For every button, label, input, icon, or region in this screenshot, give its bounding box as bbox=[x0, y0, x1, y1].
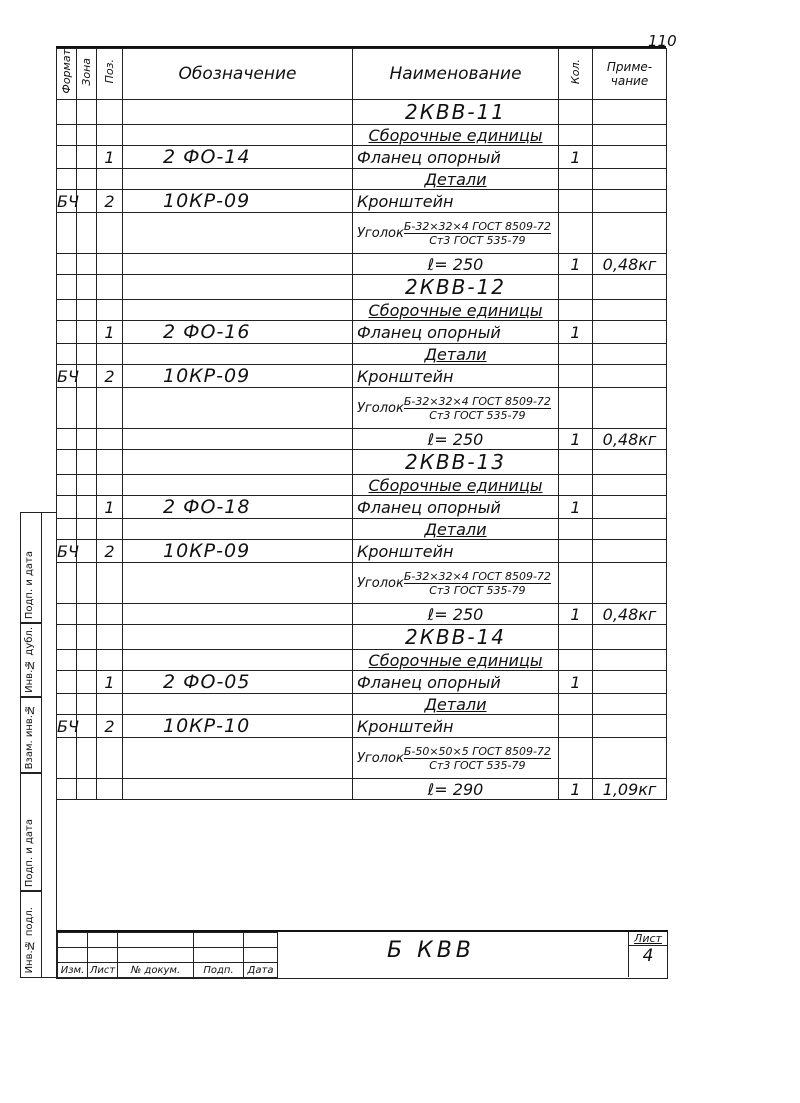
designation-cell bbox=[123, 604, 353, 625]
quantity-cell bbox=[559, 169, 593, 190]
quantity-cell bbox=[559, 540, 593, 563]
item-name: Кронштейн bbox=[353, 540, 559, 563]
designation-cell bbox=[123, 275, 353, 300]
material-grade: Ст3 ГОСТ 535-79 bbox=[429, 233, 526, 247]
format-cell bbox=[57, 300, 77, 321]
designation-cell bbox=[123, 779, 353, 800]
item-position: 2 bbox=[97, 540, 123, 563]
quantity-cell bbox=[559, 715, 593, 738]
tb-change: Изм. bbox=[58, 963, 88, 978]
position-cell bbox=[97, 694, 123, 715]
header-format: Формат bbox=[57, 49, 77, 100]
quantity-cell bbox=[559, 625, 593, 650]
mass-note: 0,48кг bbox=[593, 429, 667, 450]
material-row bbox=[57, 738, 667, 779]
position-cell bbox=[97, 450, 123, 475]
note-cell bbox=[593, 540, 667, 563]
designation-cell bbox=[123, 625, 353, 650]
format-cell bbox=[57, 275, 77, 300]
quantity-cell bbox=[559, 738, 593, 779]
zone-cell bbox=[77, 321, 97, 344]
length-quantity: 1 bbox=[559, 429, 593, 450]
header-name: Наименование bbox=[353, 49, 559, 100]
position-cell bbox=[97, 300, 123, 321]
designation-cell bbox=[123, 125, 353, 146]
header-note: Приме-чание bbox=[593, 49, 667, 100]
note-cell bbox=[593, 365, 667, 388]
tb-date: Дата bbox=[244, 963, 278, 978]
note-cell bbox=[593, 213, 667, 254]
position-cell bbox=[97, 429, 123, 450]
section-row bbox=[57, 169, 667, 190]
item-name: Фланец опорный bbox=[353, 496, 559, 519]
material-grade: Ст3 ГОСТ 535-79 bbox=[429, 408, 526, 422]
format-cell bbox=[57, 519, 77, 540]
item-name: Фланец опорный bbox=[353, 146, 559, 169]
designation-cell bbox=[123, 650, 353, 671]
quantity-cell bbox=[559, 344, 593, 365]
note-cell bbox=[593, 650, 667, 671]
item-quantity: 1 bbox=[559, 146, 593, 169]
material-profile: Б-32×32×4 ГОСТ 8509-72 bbox=[403, 569, 551, 583]
item-position: 1 bbox=[97, 671, 123, 694]
format-cell bbox=[57, 694, 77, 715]
quantity-cell bbox=[559, 475, 593, 496]
note-cell bbox=[593, 715, 667, 738]
section-row bbox=[57, 519, 667, 540]
position-cell bbox=[97, 475, 123, 496]
section-heading-assembly: Сборочные единицы bbox=[353, 475, 559, 496]
item-name: Кронштейн bbox=[353, 715, 559, 738]
material-label: Уголок bbox=[357, 225, 404, 241]
position-cell bbox=[97, 519, 123, 540]
zone-cell bbox=[77, 125, 97, 146]
header-position: Поз. bbox=[97, 49, 123, 100]
designation-cell bbox=[123, 475, 353, 496]
item-designation: 2 ФО-18 bbox=[123, 496, 353, 519]
zone-cell bbox=[77, 650, 97, 671]
length-row bbox=[57, 254, 667, 275]
format-cell bbox=[57, 429, 77, 450]
item-name: Кронштейн bbox=[353, 190, 559, 213]
format-cell bbox=[57, 125, 77, 146]
signature-grid bbox=[57, 932, 278, 978]
section-heading-details: Детали bbox=[353, 344, 559, 365]
note-cell bbox=[593, 496, 667, 519]
zone-cell bbox=[77, 169, 97, 190]
length-row bbox=[57, 779, 667, 800]
zone-cell bbox=[77, 671, 97, 694]
note-cell bbox=[593, 275, 667, 300]
position-cell bbox=[97, 275, 123, 300]
mass-note: 1,09кг bbox=[593, 779, 667, 800]
zone-cell bbox=[77, 694, 97, 715]
table-row bbox=[57, 365, 667, 388]
table-row bbox=[57, 190, 667, 213]
item-position: 1 bbox=[97, 146, 123, 169]
quantity-cell bbox=[559, 694, 593, 715]
note-cell bbox=[593, 125, 667, 146]
length-quantity: 1 bbox=[559, 604, 593, 625]
section-heading-assembly: Сборочные единицы bbox=[353, 125, 559, 146]
format-cell bbox=[57, 254, 77, 275]
zone-cell bbox=[77, 779, 97, 800]
note-cell bbox=[593, 475, 667, 496]
material-cell bbox=[353, 738, 559, 779]
zone-cell bbox=[77, 715, 97, 738]
note-cell bbox=[593, 738, 667, 779]
header-quantity: Кол. bbox=[559, 49, 593, 100]
quantity-cell bbox=[559, 388, 593, 429]
section-row bbox=[57, 694, 667, 715]
zone-cell bbox=[77, 475, 97, 496]
item-designation: 10КР-09 bbox=[123, 365, 353, 388]
format-cell bbox=[57, 625, 77, 650]
sheet-box bbox=[628, 932, 667, 977]
note-cell bbox=[593, 190, 667, 213]
note-cell bbox=[593, 519, 667, 540]
item-designation: 10КР-09 bbox=[123, 540, 353, 563]
item-quantity: 1 bbox=[559, 321, 593, 344]
designation-cell bbox=[123, 694, 353, 715]
position-cell bbox=[97, 169, 123, 190]
margin-original-inventory: Инв.№ подл. bbox=[20, 890, 42, 978]
item-format: БЧ bbox=[57, 366, 79, 386]
tb-doc-no: № докум. bbox=[118, 963, 194, 978]
item-position: 2 bbox=[97, 190, 123, 213]
group-title: 2КВВ-13 bbox=[353, 450, 559, 475]
page-number: 110 bbox=[648, 32, 677, 50]
format-cell bbox=[57, 169, 77, 190]
zone-cell bbox=[77, 190, 97, 213]
material-cell bbox=[353, 388, 559, 429]
quantity-cell bbox=[559, 125, 593, 146]
table-row bbox=[57, 540, 667, 563]
item-designation: 10КР-10 bbox=[123, 715, 353, 738]
title-block bbox=[56, 930, 668, 979]
item-position: 2 bbox=[97, 365, 123, 388]
designation-cell bbox=[123, 563, 353, 604]
item-format: БЧ bbox=[57, 541, 79, 561]
length-value: ℓ= 250 bbox=[353, 429, 559, 450]
material-label: Уголок bbox=[357, 575, 404, 591]
position-cell bbox=[97, 650, 123, 671]
material-label: Уголок bbox=[357, 400, 404, 416]
margin-replaced-inventory: Взам. инв.№ bbox=[20, 696, 42, 774]
note-cell bbox=[593, 100, 667, 125]
designation-cell bbox=[123, 254, 353, 275]
section-row bbox=[57, 300, 667, 321]
section-heading-assembly: Сборочные единицы bbox=[353, 650, 559, 671]
material-label: Уголок bbox=[357, 750, 404, 766]
item-format: БЧ bbox=[57, 716, 79, 736]
item-name: Кронштейн bbox=[353, 365, 559, 388]
group-title: 2КВВ-11 bbox=[353, 100, 559, 125]
length-value: ℓ= 250 bbox=[353, 254, 559, 275]
mass-note: 0,48кг bbox=[593, 604, 667, 625]
item-position: 1 bbox=[97, 321, 123, 344]
designation-cell bbox=[123, 169, 353, 190]
header-designation: Обозначение bbox=[123, 49, 353, 100]
format-cell bbox=[57, 213, 77, 254]
mass-note: 0,48кг bbox=[593, 254, 667, 275]
designation-cell bbox=[123, 100, 353, 125]
format-cell bbox=[57, 604, 77, 625]
zone-cell bbox=[77, 254, 97, 275]
quantity-cell bbox=[559, 213, 593, 254]
material-profile: Б-32×32×4 ГОСТ 8509-72 bbox=[403, 394, 551, 408]
note-cell bbox=[593, 694, 667, 715]
quantity-cell bbox=[559, 300, 593, 321]
designation-cell bbox=[123, 738, 353, 779]
material-cell bbox=[353, 563, 559, 604]
format-cell bbox=[57, 475, 77, 496]
group-title: 2КВВ-12 bbox=[353, 275, 559, 300]
section-heading-details: Детали bbox=[353, 694, 559, 715]
table-row bbox=[57, 146, 667, 169]
quantity-cell bbox=[559, 519, 593, 540]
material-fraction bbox=[404, 745, 551, 772]
zone-cell bbox=[77, 625, 97, 650]
item-name: Фланец опорный bbox=[353, 321, 559, 344]
zone-cell bbox=[77, 519, 97, 540]
zone-cell bbox=[77, 540, 97, 563]
section-row bbox=[57, 125, 667, 146]
section-row bbox=[57, 344, 667, 365]
item-quantity: 1 bbox=[559, 671, 593, 694]
item-designation: 10КР-09 bbox=[123, 190, 353, 213]
quantity-cell bbox=[559, 275, 593, 300]
position-cell bbox=[97, 100, 123, 125]
material-row bbox=[57, 213, 667, 254]
material-fraction bbox=[404, 395, 551, 422]
material-grade: Ст3 ГОСТ 535-79 bbox=[429, 758, 526, 772]
position-cell bbox=[97, 563, 123, 604]
zone-cell bbox=[77, 344, 97, 365]
note-cell bbox=[593, 344, 667, 365]
designation-cell bbox=[123, 213, 353, 254]
quantity-cell bbox=[559, 450, 593, 475]
designation-cell bbox=[123, 300, 353, 321]
header-zone: Зона bbox=[77, 49, 97, 100]
length-row bbox=[57, 429, 667, 450]
length-quantity: 1 bbox=[559, 254, 593, 275]
material-fraction bbox=[404, 570, 551, 597]
document-code: Б КВВ bbox=[387, 938, 475, 963]
length-quantity: 1 bbox=[559, 779, 593, 800]
designation-cell bbox=[123, 388, 353, 429]
position-cell bbox=[97, 388, 123, 429]
quantity-cell bbox=[559, 563, 593, 604]
format-cell bbox=[57, 100, 77, 125]
zone-cell bbox=[77, 300, 97, 321]
group-title-row bbox=[57, 275, 667, 300]
length-row bbox=[57, 604, 667, 625]
format-cell bbox=[57, 388, 77, 429]
material-grade: Ст3 ГОСТ 535-79 bbox=[429, 583, 526, 597]
format-cell bbox=[57, 779, 77, 800]
format-cell bbox=[57, 450, 77, 475]
zone-cell bbox=[77, 388, 97, 429]
position-cell bbox=[97, 254, 123, 275]
item-designation: 2 ФО-16 bbox=[123, 321, 353, 344]
material-fraction bbox=[404, 220, 551, 247]
zone-cell bbox=[77, 429, 97, 450]
item-designation: 2 ФО-14 bbox=[123, 146, 353, 169]
item-position: 1 bbox=[97, 496, 123, 519]
quantity-cell bbox=[559, 650, 593, 671]
group-title: 2КВВ-14 bbox=[353, 625, 559, 650]
zone-cell bbox=[77, 365, 97, 388]
format-cell bbox=[57, 671, 77, 694]
material-profile: Б-32×32×4 ГОСТ 8509-72 bbox=[403, 219, 551, 233]
quantity-cell bbox=[559, 190, 593, 213]
note-cell bbox=[593, 146, 667, 169]
sheet-label: Лист bbox=[629, 932, 667, 946]
zone-cell bbox=[77, 496, 97, 519]
length-value: ℓ= 250 bbox=[353, 604, 559, 625]
margin-signature-date-2: Подп. и дата bbox=[20, 772, 42, 892]
item-quantity: 1 bbox=[559, 496, 593, 519]
designation-cell bbox=[123, 519, 353, 540]
format-cell bbox=[57, 496, 77, 519]
designation-cell bbox=[123, 450, 353, 475]
position-cell bbox=[97, 344, 123, 365]
section-heading-details: Детали bbox=[353, 519, 559, 540]
length-value: ℓ= 290 bbox=[353, 779, 559, 800]
format-cell bbox=[57, 650, 77, 671]
zone-cell bbox=[77, 563, 97, 604]
designation-cell bbox=[123, 429, 353, 450]
material-row bbox=[57, 388, 667, 429]
position-cell bbox=[97, 125, 123, 146]
material-row bbox=[57, 563, 667, 604]
quantity-cell bbox=[559, 365, 593, 388]
position-cell bbox=[97, 604, 123, 625]
group-title-row bbox=[57, 625, 667, 650]
note-cell bbox=[593, 563, 667, 604]
header-row bbox=[57, 49, 667, 100]
section-row bbox=[57, 650, 667, 671]
tb-sheet: Лист bbox=[88, 963, 118, 978]
table-row bbox=[57, 715, 667, 738]
position-cell bbox=[97, 213, 123, 254]
zone-cell bbox=[77, 604, 97, 625]
item-format: БЧ bbox=[57, 191, 79, 211]
note-cell bbox=[593, 450, 667, 475]
zone-cell bbox=[77, 275, 97, 300]
note-cell bbox=[593, 625, 667, 650]
note-cell bbox=[593, 321, 667, 344]
specification-table bbox=[56, 48, 667, 800]
table-row bbox=[57, 496, 667, 519]
table-row bbox=[57, 321, 667, 344]
format-cell bbox=[57, 146, 77, 169]
format-cell bbox=[57, 563, 77, 604]
item-designation: 2 ФО-05 bbox=[123, 671, 353, 694]
position-cell bbox=[97, 625, 123, 650]
section-heading-details: Детали bbox=[353, 169, 559, 190]
note-cell bbox=[593, 169, 667, 190]
format-cell bbox=[57, 344, 77, 365]
margin-value-column bbox=[40, 512, 57, 978]
margin-dup-inventory: Инв.№ дубл. bbox=[20, 622, 42, 698]
format-cell bbox=[57, 738, 77, 779]
zone-cell bbox=[77, 213, 97, 254]
note-cell bbox=[593, 671, 667, 694]
section-heading-assembly: Сборочные единицы bbox=[353, 300, 559, 321]
note-cell bbox=[593, 300, 667, 321]
tb-signature: Подп. bbox=[194, 963, 244, 978]
material-profile: Б-50×50×5 ГОСТ 8509-72 bbox=[403, 744, 551, 758]
material-cell bbox=[353, 213, 559, 254]
position-cell bbox=[97, 738, 123, 779]
zone-cell bbox=[77, 738, 97, 779]
item-position: 2 bbox=[97, 715, 123, 738]
group-title-row bbox=[57, 100, 667, 125]
table-row bbox=[57, 671, 667, 694]
section-row bbox=[57, 475, 667, 496]
format-cell bbox=[57, 321, 77, 344]
item-name: Фланец опорный bbox=[353, 671, 559, 694]
zone-cell bbox=[77, 100, 97, 125]
zone-cell bbox=[77, 146, 97, 169]
sheet-number: 4 bbox=[642, 946, 654, 966]
note-cell bbox=[593, 388, 667, 429]
group-title-row bbox=[57, 450, 667, 475]
margin-signature-date-1: Подп. и дата bbox=[20, 512, 42, 624]
position-cell bbox=[97, 779, 123, 800]
designation-cell bbox=[123, 344, 353, 365]
zone-cell bbox=[77, 450, 97, 475]
quantity-cell bbox=[559, 100, 593, 125]
